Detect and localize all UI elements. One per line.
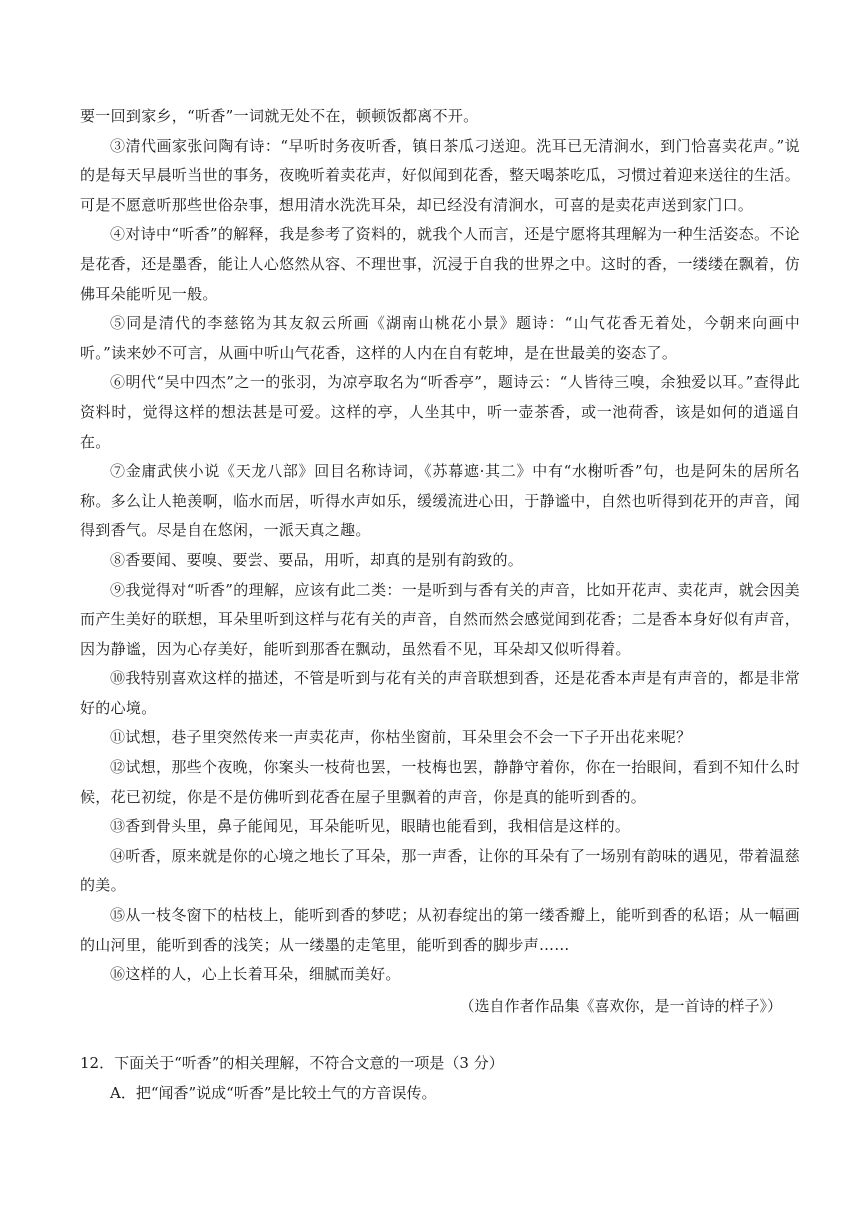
paragraph-8: ⑧香要闻、要嗅、要尝、要品，用听，却真的是别有韵致的。: [110, 550, 524, 569]
paragraph-9: ⑨我觉得对“听香”的理解，应该有此二类：一是听到与香有关的声音，比如开花声、卖花声，就会因美而产生美好的联想，耳朵里听到这样与花有关的声音，自然而然会感觉闻到花香；二是香本身好似有声音，因为静谧，因为心存美好，能听到那香在飘动，虽然看不见，耳朵却又似听得着。: [80, 580, 800, 658]
paragraph-5: ⑤同是清代的李慈铭为其友叙云所画《湖南山桃花小景》题诗：“山气花香无着处，今朝来向画中听。”读来妙不可言，从画中听山气花香，这样的人内在自有乾坤，是在世最美的姿态了。: [80, 314, 800, 362]
paragraph-10: ⑩我特别喜欢这样的描述，不管是听到与花有关的声音联想到香，还是花香本声是有声音的，都是非常好的心境。: [80, 669, 800, 717]
paragraph-15: ⑮从一枝冬窗下的枯枝上，能听到香的梦呓；从初春绽出的第一缕香瓣上，能听到香的私语；从一幅画的山河里，能听到香的浅笑；从一缕墨的走笔里，能听到香的脚步声……: [80, 906, 800, 954]
paragraph-continuation: 要一回到家乡，“听香”一词就无处不在，顿顿饭都离不开。: [80, 107, 479, 125]
paragraph-11: ⑪试想，巷子里突然传来一声卖花声，你枯坐窗前，耳朵里会不会一下子开出花来呢？: [110, 728, 692, 747]
paragraph-13: ⑬香到骨头里，鼻子能闻见，耳朵能听见，眼睛也能看到，我相信是这样的。: [110, 817, 631, 836]
paragraph-3: ③清代画家张问陶有诗：“早听时务夜听香，镇日茶瓜刁送迎。洗耳已无清涧水，到门恰喜卖花声。”说的是每天早晨听当世的事务，夜晚听着卖花声，好似闻到花香，整天喝茶吃瓜，习惯过着迎来送往的生活。可是不愿意听那些世俗杂事，想用清水洗洗耳朵，却已经没有清涧水，可喜的是卖花声送到家门口。: [80, 136, 800, 214]
article-body: [80, 102, 800, 1109]
paragraph-16: ⑯这样的人，心上长着耳朵，细腻而美好。: [110, 965, 401, 984]
paragraph-4: ④对诗中“听香”的解释，我是参考了资料的，就我个人而言，还是宁愿将其理解为一种生活姿态。不论是花香，还是墨香，能让人心悠然从容、不理世事，沉浸于自我的世界之中。这时的香，一缕缕在飘着，仿佛耳朵能听见一般。: [80, 225, 800, 303]
paragraph-14: ⑭听香，原来就是你的心境之地长了耳朵，那一声香，让你的耳朵有了一场别有韵味的遇见，带着温慈的美。: [80, 846, 800, 895]
question-12-option-a: A．把“闻香”说成“听香”是比较土气的方音误传。: [110, 1084, 437, 1102]
source-citation: （选自作者作品集《喜欢你，是一首诗的样子》）: [459, 996, 782, 1015]
paragraph-12: ⑫试想，那些个夜晚，你案头一枝荷也罢，一枝梅也罢，静静守着你，你在一抬眼间，看到不知什么时候，花已初绽，你是不是仿佛听到花香在屋子里飘着的声音，你是真的能听到香的。: [80, 758, 800, 806]
question-12-title: 12．下面关于“听香”的相关理解，不符合文意的一项是（3 分）: [80, 1054, 504, 1073]
paragraph-6: ⑥明代“吴中四杰”之一的张羽，为凉亭取名为“听香亭”，题诗云：“人皆待三嗅，余独爱以耳。”查得此资料时，觉得这样的想法甚是可爱。这样的亭，人坐其中，听一壶茶香，或一池荷香，该是如何的逍遥自在。: [80, 373, 800, 451]
paragraph-7: ⑦金庸武侠小说《天龙八部》回目名称诗词，《苏幕遮·其二》中有“水榭听香”句，也是阿朱的居所名称。多么让人艳羡啊，临水而居，听得水声如乐，缓缓流进心田，于静谧中，自然也听得到花开的声音，闻得到香气。尽是自在悠闲，一派天真之趣。: [80, 462, 800, 540]
